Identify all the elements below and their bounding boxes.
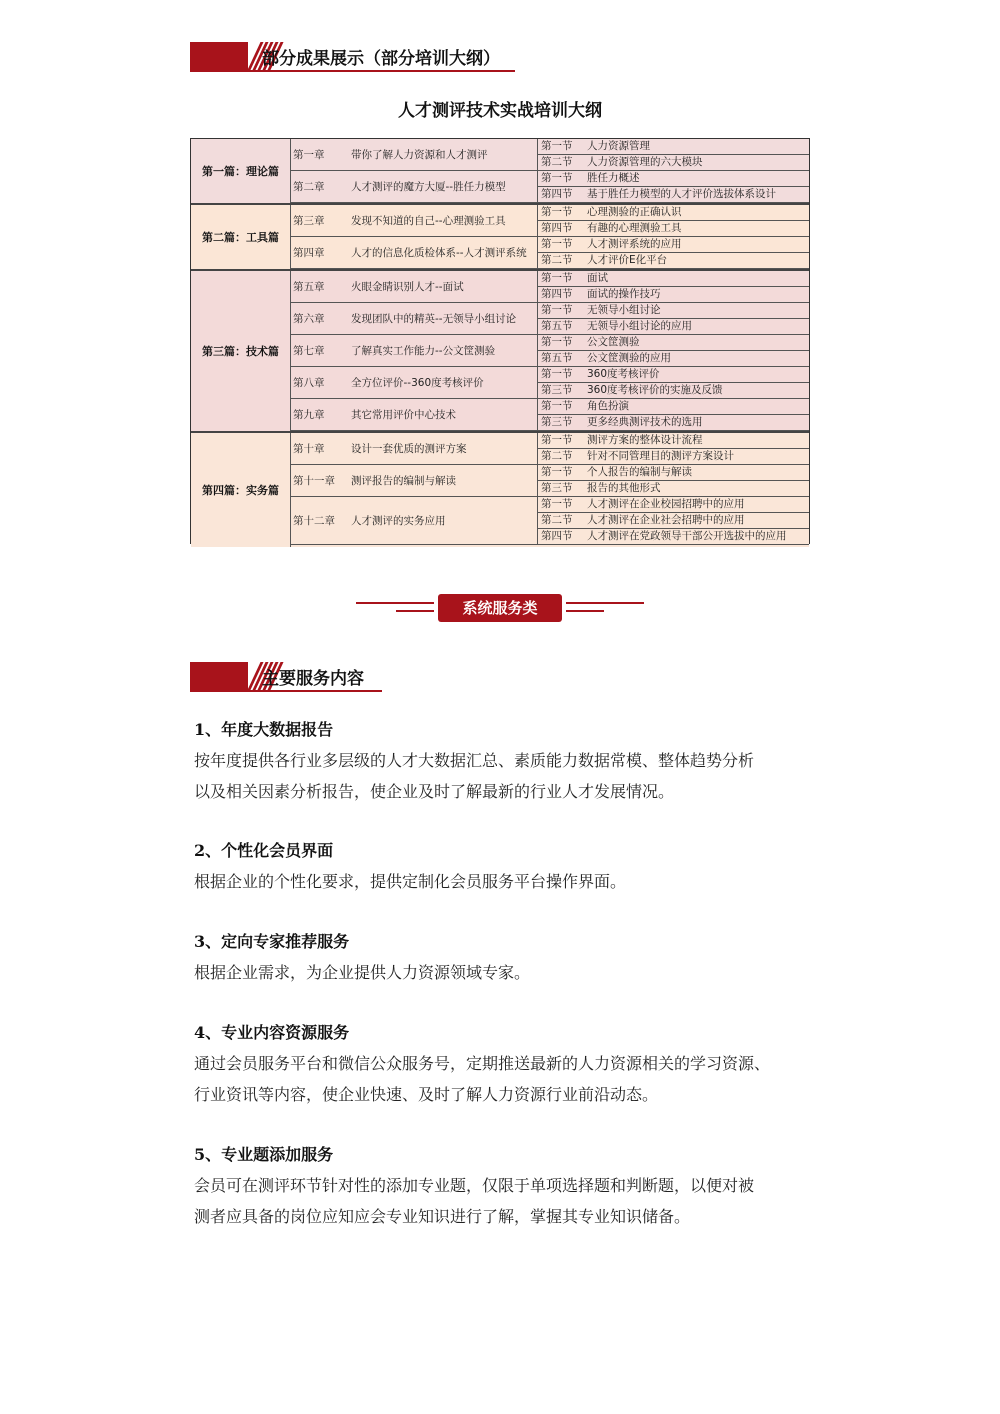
service-desc-line: 行业资讯等内容，使企业快速、及时了解人力资源行业前沿动态。	[194, 1085, 659, 1104]
section-cell	[538, 237, 809, 253]
section-cell	[538, 253, 809, 269]
section-number: 第三节	[541, 384, 573, 396]
section-number: 第一节	[541, 498, 573, 510]
section-cell	[538, 481, 809, 497]
chapter-cell	[290, 237, 538, 269]
service-desc-line: 按年度提供各行业多层级的人才大数据汇总、素质能力数据常模、整体趋势分析	[194, 751, 755, 770]
section-cell	[538, 513, 809, 529]
section-number: 第二节	[541, 156, 573, 168]
chapter-title: 人才的信息化质检体系--人才测评系统	[351, 247, 527, 259]
outline-part	[191, 205, 809, 271]
section-number: 第一节	[541, 238, 573, 250]
section-cell	[538, 465, 809, 481]
section-cell	[538, 449, 809, 465]
ribbon-line	[356, 602, 434, 604]
service-title: 2、个性化会员界面	[194, 841, 334, 860]
section-number: 第一节	[541, 140, 573, 152]
section-title: 人力资源管理	[587, 140, 650, 152]
section-header-label: 部分成果展示（部分培训大纲）	[262, 49, 500, 69]
section-cell	[538, 287, 809, 303]
ribbon-line	[566, 610, 604, 612]
category-ribbon	[356, 594, 644, 622]
section-number: 第四节	[541, 288, 573, 300]
section-cell	[538, 205, 809, 221]
section-cell	[538, 319, 809, 335]
section-cell	[538, 529, 809, 545]
ribbon-label: 系统服务类	[438, 594, 562, 622]
section-title: 测评方案的整体设计流程	[587, 434, 703, 446]
section-number: 第四节	[541, 222, 573, 234]
chapter-title: 发现团队中的精英--无领导小组讨论	[351, 313, 517, 325]
service-desc-line: 根据企业需求，为企业提供人力资源领域专家。	[194, 963, 531, 982]
section-cell	[538, 383, 809, 399]
section-cell	[538, 139, 809, 155]
ribbon-line	[396, 610, 434, 612]
section-title: 更多经典测评技术的选用	[587, 416, 703, 428]
chapter-number: 第二章	[293, 181, 325, 193]
section-number: 第一节	[541, 172, 573, 184]
chapter-cell	[290, 367, 538, 399]
section-cell	[538, 303, 809, 319]
chapter-title: 带你了解人力资源和人才测评	[351, 149, 488, 161]
chapter-cell	[290, 465, 538, 497]
section-title: 人才评价E化平台	[587, 254, 668, 266]
header-red-block	[190, 662, 248, 690]
section-title: 面试的操作技巧	[587, 288, 661, 300]
section-title: 人才测评系统的应用	[587, 238, 682, 250]
chapter-title: 人才测评的魔方大厦--胜任力模型	[351, 181, 506, 193]
part-name: 第一篇：理论篇	[191, 139, 291, 203]
section-cell	[538, 221, 809, 237]
section-title: 360度考核评价的实施及反馈	[587, 384, 723, 396]
chapter-number: 第十章	[293, 443, 325, 455]
chapter-title: 设计一套优质的测评方案	[351, 443, 467, 455]
section-title: 基于胜任力模型的人才评价选拔体系设计	[587, 188, 776, 200]
chapter-number: 第八章	[293, 377, 325, 389]
chapter-number: 第十二章	[293, 515, 335, 527]
section-title: 公文筐测验	[587, 336, 640, 348]
section-title: 有趣的心理测验工具	[587, 222, 682, 234]
service-desc-line: 测者应具备的岗位应知应会专业知识进行了解，掌握其专业知识储备。	[194, 1207, 691, 1226]
chapter-cell	[290, 271, 538, 303]
section-title: 公文筐测验的应用	[587, 352, 671, 364]
service-item	[194, 715, 814, 807]
chapter-cell	[290, 335, 538, 367]
section-title: 针对不同管理目的测评方案设计	[587, 450, 734, 462]
chapter-cell	[290, 205, 538, 237]
section-cell	[538, 171, 809, 187]
section-title: 360度考核评价	[587, 368, 660, 380]
outline-part	[191, 433, 809, 547]
section-number: 第三节	[541, 416, 573, 428]
section-number: 第一节	[541, 368, 573, 380]
section-header-label: 主要服务内容	[262, 669, 364, 689]
section-number: 第一节	[541, 466, 573, 478]
section-number: 第一节	[541, 400, 573, 412]
chapter-cell	[290, 497, 538, 545]
section-cell	[538, 155, 809, 171]
service-item	[194, 927, 814, 988]
section-header-services	[190, 662, 390, 692]
section-cell	[538, 497, 809, 513]
section-title: 人力资源管理的六大模块	[587, 156, 703, 168]
section-title: 人才测评在企业社会招聘中的应用	[587, 514, 745, 526]
part-name: 第四篇：实务篇	[191, 433, 291, 547]
chapter-title: 发现不知道的自己--心理测验工具	[351, 215, 506, 227]
service-item	[194, 1140, 814, 1232]
section-title: 面试	[587, 272, 608, 284]
section-number: 第二节	[541, 514, 573, 526]
outline-title: 人才测评技术实战培训大纲	[398, 101, 602, 121]
service-desc-line: 以及相关因素分析报告，使企业及时了解最新的行业人才发展情况。	[194, 782, 675, 801]
section-cell	[538, 399, 809, 415]
section-number: 第一节	[541, 206, 573, 218]
section-title: 心理测验的正确认识	[587, 206, 682, 218]
ribbon-line	[566, 602, 644, 604]
chapter-number: 第九章	[293, 409, 325, 421]
section-cell	[538, 433, 809, 449]
section-number: 第二节	[541, 254, 573, 266]
service-title: 4、专业内容资源服务	[194, 1023, 350, 1042]
chapter-title: 人才测评的实务应用	[351, 515, 446, 527]
section-cell	[538, 187, 809, 203]
chapter-title: 了解真实工作能力--公文筐测验	[351, 345, 496, 357]
section-title: 胜任力概述	[587, 172, 640, 184]
header-underline	[190, 690, 382, 692]
chapter-title: 测评报告的编制与解读	[351, 475, 456, 487]
section-number: 第四节	[541, 188, 573, 200]
section-number: 第一节	[541, 336, 573, 348]
chapter-cell	[290, 139, 538, 171]
header-red-block	[190, 42, 248, 70]
chapter-number: 第三章	[293, 215, 325, 227]
section-number: 第一节	[541, 434, 573, 446]
section-number: 第四节	[541, 530, 573, 542]
section-title: 人才测评在企业校园招聘中的应用	[587, 498, 745, 510]
chapter-cell	[290, 303, 538, 335]
service-item	[194, 1018, 814, 1110]
section-cell	[538, 351, 809, 367]
chapter-number: 第六章	[293, 313, 325, 325]
chapter-cell	[290, 399, 538, 431]
section-title: 角色扮演	[587, 400, 629, 412]
section-number: 第五节	[541, 352, 573, 364]
chapter-number: 第一章	[293, 149, 325, 161]
service-item	[194, 836, 814, 897]
section-number: 第一节	[541, 272, 573, 284]
chapter-number: 第四章	[293, 247, 325, 259]
service-desc-line: 会员可在测评环节针对性的添加专业题，仅限于单项选择题和判断题，以便对被	[194, 1176, 755, 1195]
section-number: 第三节	[541, 482, 573, 494]
part-name: 第三篇：技术篇	[191, 271, 291, 431]
header-underline	[190, 70, 515, 72]
outline-part	[191, 271, 809, 433]
section-number: 第五节	[541, 320, 573, 332]
outline-part	[191, 139, 809, 205]
section-cell	[538, 335, 809, 351]
section-title: 个人报告的编制与解读	[587, 466, 692, 478]
section-title: 人才测评在党政领导干部公开选拔中的应用	[587, 530, 787, 542]
section-title: 报告的其他形式	[587, 482, 661, 494]
section-cell	[538, 415, 809, 431]
service-desc-line: 通过会员服务平台和微信公众服务号，定期推送最新的人力资源相关的学习资源、	[194, 1054, 771, 1073]
chapter-title: 其它常用评价中心技术	[351, 409, 456, 421]
chapter-cell	[290, 433, 538, 465]
chapter-number: 第七章	[293, 345, 325, 357]
section-number: 第二节	[541, 450, 573, 462]
section-title: 无领导小组讨论	[587, 304, 661, 316]
service-title: 5、专业题添加服务	[194, 1145, 334, 1164]
chapter-cell	[290, 171, 538, 203]
service-title: 1、年度大数据报告	[194, 720, 334, 739]
service-desc-line: 根据企业的个性化要求，提供定制化会员服务平台操作界面。	[194, 872, 627, 891]
section-title: 无领导小组讨论的应用	[587, 320, 692, 332]
chapter-title: 火眼金睛识别人才--面试	[351, 281, 464, 293]
section-number: 第一节	[541, 304, 573, 316]
training-outline-table	[190, 138, 810, 544]
service-title: 3、定向专家推荐服务	[194, 932, 350, 951]
chapter-number: 第十一章	[293, 475, 335, 487]
section-header-results	[190, 42, 520, 72]
section-cell	[538, 271, 809, 287]
chapter-number: 第五章	[293, 281, 325, 293]
section-cell	[538, 367, 809, 383]
chapter-title: 全方位评价--360度考核评价	[351, 377, 484, 389]
part-name: 第二篇：工具篇	[191, 205, 291, 269]
